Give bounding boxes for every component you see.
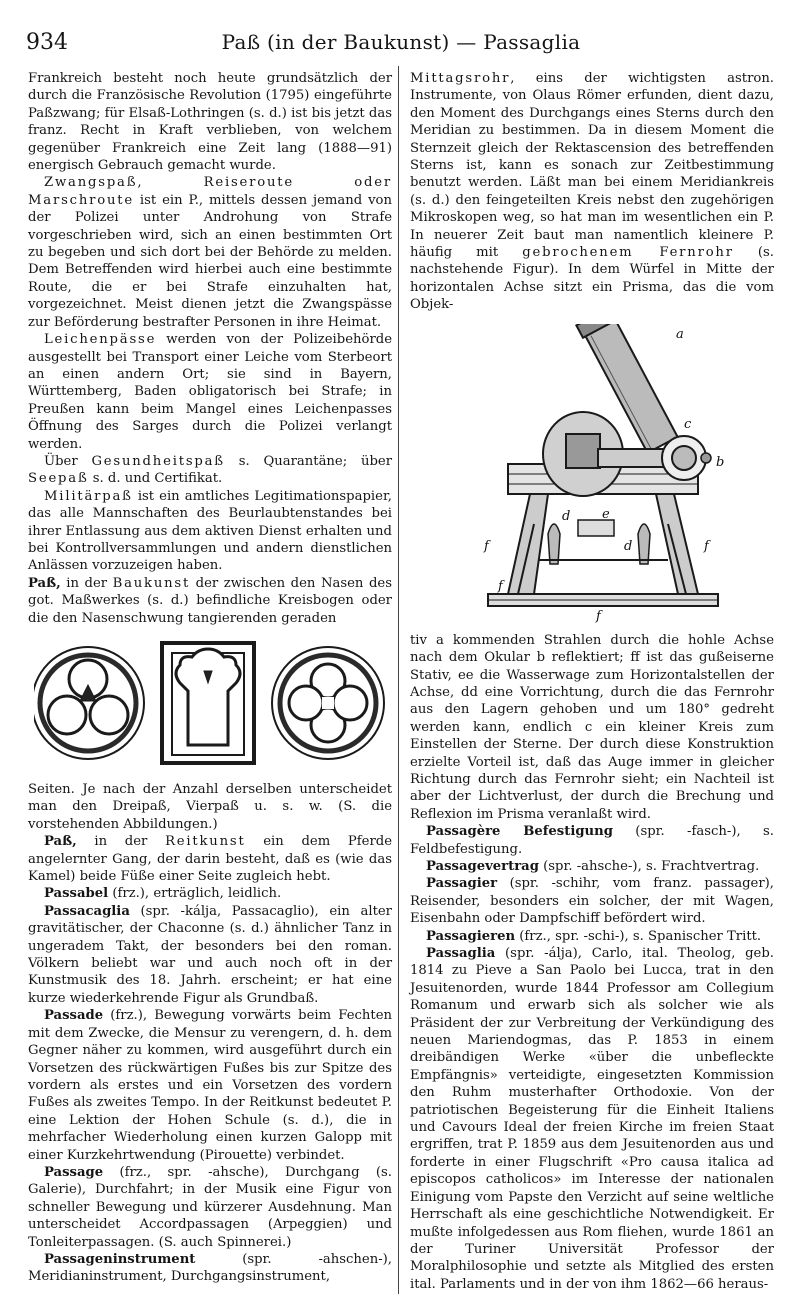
entry-text: Über bbox=[44, 453, 92, 469]
paragraph bbox=[28, 833, 392, 885]
paragraph bbox=[28, 1007, 392, 1164]
paragraph: tiv a kommenden Strahlen durch die hohle Achse nach dem Okular b reflektiert; ff ist das gußeiserne Stativ, ee die Wasserwage zum Horizontalstellen der Achse, dd eine Vorrichtung, durch die das Fernrohr aus den Lagern gehoben und um 180° gedreht werden kann, endlich c ein kleiner Kreis zum Einstellen der Sterne. Der durch diese Konstruktion erzielte Vorteil ist, daß das Auge immer in gleicher Richtung durch das Fernrohr sieht; ein Nachteil ist aber der Lichtverlust, der durch die Brechung und Reflexion im Prisma veranlaßt wird. bbox=[410, 632, 774, 822]
entry-text: der zwischen den Nasen des got. Maßwerkes (s. d.) befindliche Kreisbogen oder die den Nasenschwung tangierenden geraden bbox=[28, 575, 392, 626]
entry-text: in der bbox=[76, 834, 166, 850]
paragraph bbox=[410, 70, 774, 314]
vierpass-figure bbox=[272, 647, 384, 759]
dreipass-figure bbox=[34, 647, 144, 759]
entry-text: (spr. -kálja, Passacaglio), ein alter gravitätischer, der Chaconne (s. d.) ähnlicher Tanz in ungeradem Takt, der besonders bei den roman. Völkern beliebt war und auch noch oft in der Kunstmusik des 18. Jahrh. erscheint; er hat eine kurze wiederkehrende Figur als Grundbaß. bbox=[28, 903, 392, 1006]
entry-text: (spr. -álja), Carlo, ital. Theolog, geb. 1814 zu Pieve a San Paolo bei Lucca, trat in den Jesuitenorden, wurde 1844 Professor am Collegium Romanum und erwarb sich als solcher wie als Präsident der zur Verbreitung der Verkündigung des neuen Mariendogmas, das P. 1853 in einem dreibändigen Werke «über die unbefleckte Empfängnis» verteidigte, eingesetzten Kommission den Ruhm musterhafter Orthodoxie. Von der patriotischen Begeisterung für die Einheit Italiens und Cavours Ideal der freien Kirche im freien Staat ergriffen, trat P. 1859 aus dem Jesuitenorden aus und forderte in einer Flugschrift «Pro causa italica ad episcopos catholicos» im Interesse der nationalen Einigung vom Papste den Verzicht auf seine weltliche Herrschaft als eine geschichtliche Notwendigkeit. Er mußte infolgedessen aus Rom fliehen, wurde 1861 an der Turiner Universität Professor der Moralphilosophie und setzte als Mitglied des ersten ital. Parlaments und in der von ihm 1862—66 heraus- bbox=[410, 946, 774, 1292]
label-b: b bbox=[716, 454, 725, 470]
label-e: e bbox=[602, 506, 610, 522]
entry-term: Baukunst bbox=[112, 575, 191, 591]
column-divider bbox=[398, 66, 399, 1294]
headword: Passagieren bbox=[426, 928, 516, 944]
paragraph bbox=[28, 1251, 392, 1286]
page-header bbox=[26, 28, 776, 60]
entry-text: (s. nachstehende Figur). In dem Würfel in Mitte der horizontalen Achse sitzt ein Prisma, das die vom Objek- bbox=[410, 245, 775, 313]
broken-transit-telescope-figure bbox=[478, 324, 728, 624]
entry-text: in der bbox=[60, 575, 113, 591]
label-f2: f bbox=[704, 538, 709, 554]
label-c: c bbox=[684, 416, 692, 432]
paragraph bbox=[28, 174, 392, 331]
entry-text: (spr. -ahsche-), s. Frachtvertrag. bbox=[538, 858, 760, 874]
label-a: a bbox=[676, 326, 684, 342]
headword: Paß, bbox=[28, 575, 61, 591]
headword: Passagier bbox=[426, 876, 498, 892]
entry-text: s. d. und Certifikat. bbox=[88, 471, 223, 487]
headword: Passaglia bbox=[426, 946, 496, 961]
entry-term: Mittagsrohr bbox=[410, 71, 511, 86]
tracery-figures bbox=[34, 635, 386, 771]
headword: Passacaglia bbox=[44, 903, 130, 919]
entry-term: Reitkunst bbox=[165, 834, 246, 850]
paragraph bbox=[28, 453, 392, 488]
headword: Passagevertrag bbox=[426, 858, 539, 874]
paragraph bbox=[28, 331, 392, 453]
entry-term: Seepaß bbox=[28, 471, 89, 487]
headword: Paß, bbox=[44, 834, 77, 850]
entry-text: ist ein amtliches Legitimationspapier, das alle Mannschaften des Beurlaubtenstandes bei ihrer Entlassung aus dem aktiven Dienst erhalten und bei Kontrollversammlungen und andern dienstlichen Anlässen vorzuzeigen haben. bbox=[28, 488, 392, 574]
entry-text: (frz.), Bewegung vorwärts beim Fechten mit dem Zwecke, die Mensur zu verengern, d. h. dem Gegner näher zu kommen, wird ausgeführt durch ein Vorsetzen des rückwärtigen Fußes bis zur Spitze des vordern als erstes und ein Vorsetzen des vordern Fußes als zweites Tempo. In der Reitkunst bedeutet P. eine Lektion der Hohen Schule (s. d.), die in mehrfacher Wiederholung einen kurzen Galopp mit einer Kurzkehrtwendung (Pirouette) verbindet. bbox=[28, 1008, 392, 1163]
label-f4: f bbox=[596, 608, 601, 624]
paragraph bbox=[28, 488, 392, 575]
label-f1: f bbox=[484, 538, 489, 554]
paragraph bbox=[28, 885, 392, 902]
entry-text: , eins der wichtigsten astron. Instrumente, von Olaus Römer erfunden, dient dazu, den Moment des Durchgangs eines Sterns durch den Meridian zu bestimmen. Da in diesem Moment die Sternzeit gleich der Rektascension des betreffenden Sterns ist, kann es sonach zur Zeitbestimmung benutzt werden. Läßt man bei einem Meridiankreis (s. d.) den feingeteilten Kreis nebst den zugehörigen Mikroskopen weg, so hat man im wesentlichen ein P. In neuerer Zeit baut man namentlich kleinere P. häufig mit bbox=[410, 71, 774, 261]
entry-term: Militärpaß bbox=[44, 488, 133, 504]
headword: Passage bbox=[44, 1164, 104, 1180]
vierpass-window-figure bbox=[162, 643, 254, 763]
paragraph bbox=[28, 903, 392, 1007]
page-number: 934 bbox=[26, 30, 68, 55]
entry-text: (frz., spr. -schi-), s. Spanischer Tritt. bbox=[515, 928, 762, 944]
paragraph bbox=[28, 575, 392, 627]
paragraph bbox=[410, 823, 774, 858]
running-title: Paß (in der Baukunst) — Passaglia bbox=[221, 30, 581, 54]
headword: Passageninstrument bbox=[44, 1251, 196, 1267]
paragraph bbox=[410, 875, 774, 927]
paragraph: Seiten. Je nach der Anzahl derselben unterscheidet man den Dreipaß, Vierpaß u. s. w. (S. die vorstehenden Abbildungen.) bbox=[28, 782, 392, 832]
entry-term: Leichenpässe bbox=[44, 332, 157, 348]
paragraph bbox=[410, 858, 774, 875]
headword: Passade bbox=[44, 1008, 104, 1024]
right-column bbox=[410, 70, 774, 1293]
paragraph bbox=[410, 945, 774, 1293]
entry-text: (frz.), erträglich, leidlich. bbox=[108, 886, 282, 902]
left-column bbox=[28, 70, 392, 1286]
entry-text: (spr. -fasch-), s. Feldbefestigung. bbox=[410, 824, 774, 857]
entry-text: (spr. -schihr, vom franz. passager), Reisender, besonders ein solcher, der mit Wagen, Eisenbahn oder Dampfschiff befördert wird. bbox=[410, 876, 774, 927]
entry-text: ein dem Pferde angelernter Gang, der darin besteht, daß es (wie das Kamel) beide Füße einer Seite zugleich hebt. bbox=[28, 834, 393, 885]
entry-text: ist ein P., mittels dessen jemand von der Polizei unter Androhung von Strafe vorgeschrieben wird, sich an einen bestimmten Ort zu begeben und sich dort bei der Behörde zu melden. Dem Betreffenden wird hierbei auch eine bestimmte Route, die er bei Strafe einzuhalten hat, vorgezeichnet. Meist dienen jetzt die Zwangspässe zur Beförderung bestrafter Personen in ihre Heimat. bbox=[28, 192, 392, 330]
entry-text: s. Quarantäne; über bbox=[224, 453, 393, 469]
entry-term: gebrochenem Fernrohr bbox=[522, 245, 734, 261]
headword: Passagère Befestigung bbox=[426, 824, 613, 840]
entry-term: Gesundheitspaß bbox=[91, 453, 225, 469]
paragraph bbox=[410, 928, 774, 945]
headword: Passabel bbox=[44, 886, 109, 902]
entry-term: Zwangspaß, Reiseroute oder Marschroute bbox=[28, 175, 392, 208]
entry-text: werden von der Polizeibehörde ausgestellt bei Transport einer Leiche vom Sterbeort an einen andern Ort; sie sind in Bayern, Württemberg, Baden obligatorisch bei Strafe; in Preußen kann beim Mangel eines Leichenpasses Öffnung des Sarges durch die Polizei verlangt werden. bbox=[28, 332, 392, 452]
entry-text: (spr. -ahschen-), Meridianinstrument, Durchgangsinstrument, bbox=[28, 1251, 392, 1285]
entry-text: (frz., spr. -ahsche), Durchgang (s. Galerie), Durchfahrt; in der Musik eine Figur von schneller Bewegung und kürzerer Ausdehnung. Man unterscheidet Accordpassagen (Arpeggien) und Tonleiterpassagen. (S. auch Spinnerei.) bbox=[28, 1164, 392, 1250]
label-f3: f bbox=[498, 578, 503, 594]
label-d1: d bbox=[562, 508, 571, 524]
paragraph: Frankreich besteht noch heute grundsätzlich der durch die Französische Revolution (1795) eingeführte Paßzwang; für Elsaß-Lothringen (s. d.) ist bis jetzt das franz. Recht in Kraft verblieben, von welchem gegenüber Frankreich eine Zeit lang (1888—91) energisch Gebrauch gemacht wurde. bbox=[28, 71, 392, 174]
label-d2: d bbox=[624, 538, 633, 554]
paragraph bbox=[28, 1164, 392, 1251]
